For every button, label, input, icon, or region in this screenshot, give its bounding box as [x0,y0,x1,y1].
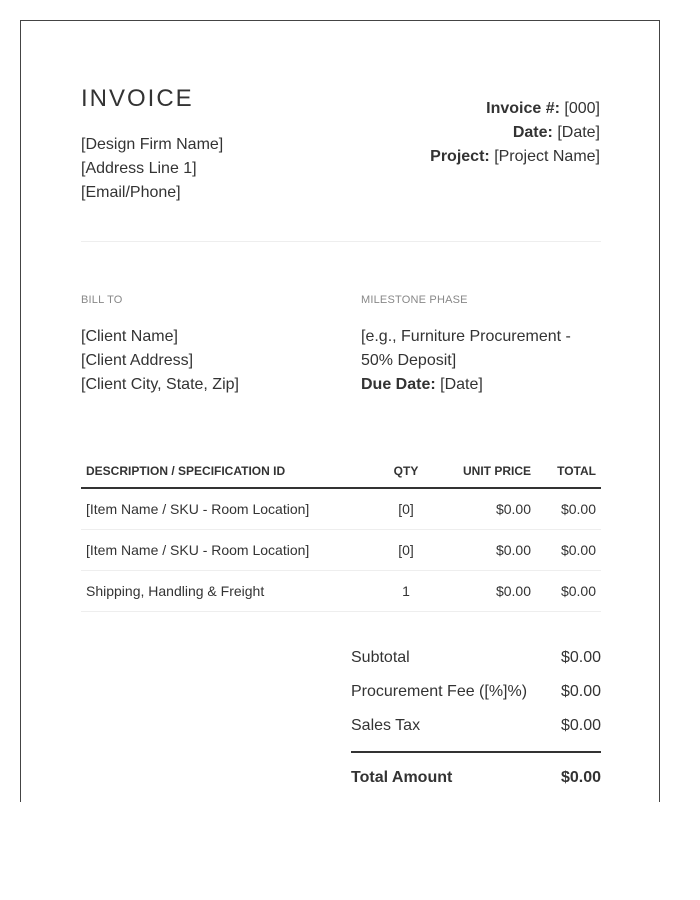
invoice-number-line [430,97,600,121]
client-name: [Client Name] [81,328,178,345]
sales-tax-row [351,709,601,743]
item-description: [Item Name / SKU - Room Location] [81,530,376,571]
invoice-project-line [430,145,600,169]
bill-to-label: BILL TO [81,294,123,306]
invoice-date-value: [Date] [557,124,600,141]
client-city: [Client City, State, Zip] [81,376,239,393]
item-unit-price: $0.00 [436,530,536,571]
header-divider [81,241,601,242]
total-amount-label: Total Amount [351,769,453,786]
subtotal-row [351,641,601,675]
total-amount-row [351,751,601,795]
firm-contact: [Email/Phone] [81,184,181,201]
table-row [81,571,601,612]
invoice-date-label: Date: [512,124,553,141]
milestone-description-line2: 50% Deposit] [361,352,457,369]
due-date-value: [Date] [440,376,483,393]
firm-info [81,133,223,205]
item-unit-price: $0.00 [436,571,536,612]
procurement-fee-value: $0.00 [560,683,601,700]
col-description-header: DESCRIPTION / SPECIFICATION ID [81,454,376,488]
subtotal-label: Subtotal [351,649,410,666]
item-description: [Item Name / SKU - Room Location] [81,488,376,530]
procurement-fee-row [351,675,601,709]
milestone-label: MILESTONE PHASE [361,294,468,306]
invoice-sheet [20,20,660,802]
invoice-meta [430,97,600,169]
item-qty: [0] [376,488,436,530]
col-total-header: TOTAL [536,454,601,488]
procurement-fee-label: Procurement Fee ([%]%) [351,683,528,700]
item-total: $0.00 [536,571,601,612]
invoice-number-label: Invoice #: [486,100,560,117]
sales-tax-label: Sales Tax [351,717,421,734]
item-qty: 1 [376,571,436,612]
firm-address: [Address Line 1] [81,160,197,177]
sales-tax-value: $0.00 [560,717,601,734]
client-address: [Client Address] [81,352,194,369]
invoice-number-value: [000] [564,100,600,117]
due-date-line [361,373,601,397]
milestone-description-line1: [e.g., Furniture Procurement - [361,328,571,345]
milestone-info [361,325,601,397]
invoice-project-label: Project: [430,148,490,165]
col-qty-header: QTY [376,454,436,488]
col-unit-price-header: UNIT PRICE [436,454,536,488]
total-amount-value: $0.00 [560,769,601,786]
table-row [81,530,601,571]
item-unit-price: $0.00 [436,488,536,530]
bill-to-info [81,325,239,397]
item-description: Shipping, Handling & Freight [81,571,376,612]
invoice-title: INVOICE [81,85,194,112]
item-total: $0.00 [536,488,601,530]
due-date-label: Due Date: [361,376,436,393]
item-qty: [0] [376,530,436,571]
invoice-date-line [430,121,600,145]
table-row [81,488,601,530]
firm-name: [Design Firm Name] [81,136,224,153]
invoice-project-value: [Project Name] [494,148,600,165]
subtotal-value: $0.00 [560,649,601,666]
item-total: $0.00 [536,530,601,571]
table-header-row [81,454,601,488]
totals-block [351,641,601,795]
line-items-table [81,454,601,612]
